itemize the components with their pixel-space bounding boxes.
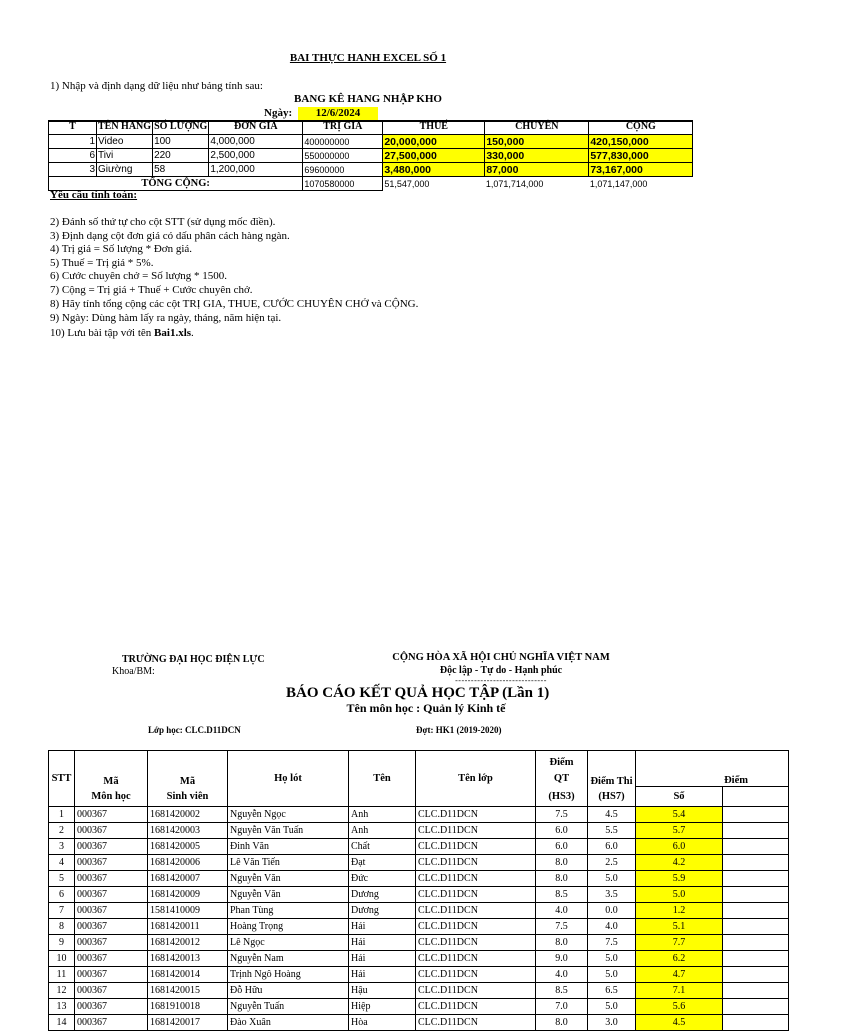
cell-shipping[interactable]: 330,000 — [485, 149, 589, 163]
cell-student-id[interactable]: 1681420013 — [148, 951, 228, 967]
cell-surname[interactable]: Đỗ Hữu — [228, 983, 349, 999]
department-label: Khoa/BM: — [112, 666, 155, 677]
cell-course-code[interactable]: 000367 — [75, 855, 148, 871]
cell-stt[interactable]: 1 — [49, 807, 75, 823]
cell-course-code[interactable]: 000367 — [75, 919, 148, 935]
table-row — [49, 935, 789, 951]
header-given-name[interactable]: Tên — [349, 751, 416, 807]
total-value-cell[interactable]: 1070580000 — [303, 177, 383, 191]
cell-surname[interactable]: Nguyễn Nam — [228, 951, 349, 967]
table-row — [49, 999, 789, 1015]
cell-class-name[interactable]: CLC.D11DCN — [416, 967, 536, 983]
cell-exam-score[interactable]: 5.5 — [588, 823, 636, 839]
table-row — [49, 983, 789, 999]
cell-given-name[interactable]: Đức — [349, 871, 416, 887]
table-row — [49, 149, 693, 163]
report-title: BÁO CÁO KẾT QUẢ HỌC TẬP (Lần 1) — [286, 685, 550, 701]
cell-course-code[interactable]: 000367 — [75, 935, 148, 951]
cell-process-score[interactable]: 6.0 — [536, 839, 588, 855]
cell-final-score[interactable]: 5.7 — [636, 823, 723, 839]
cell-course-code[interactable]: 000367 — [75, 871, 148, 887]
cell-surname[interactable]: Trịnh Ngô Hoàng — [228, 967, 349, 983]
cell-class-name[interactable]: CLC.D11DCN — [416, 983, 536, 999]
header-unit-price[interactable]: ĐƠN GIÁ — [209, 121, 303, 135]
cell-given-name[interactable]: Hải — [349, 935, 416, 951]
table-row — [49, 919, 789, 935]
cell-given-name[interactable]: Dương — [349, 903, 416, 919]
cell-final-score-extra[interactable] — [723, 983, 789, 999]
header-final-score-top[interactable]: Điểm — [636, 751, 789, 787]
cell-surname[interactable]: Nguyễn Ngọc — [228, 807, 349, 823]
cell-course-code[interactable]: 000367 — [75, 887, 148, 903]
header-surname[interactable]: Họ lót — [228, 751, 349, 807]
total-tax-cell[interactable]: 51,547,000 — [384, 178, 430, 189]
cell-stt[interactable]: 3 — [49, 163, 97, 177]
cell-stt[interactable]: 6 — [49, 149, 97, 163]
cell-surname[interactable]: Nguyễn Văn — [228, 887, 349, 903]
sheet1-intro: 1) Nhập và định dạng dữ liệu như bảng tính sau: — [50, 80, 263, 92]
header-total[interactable]: CỘNG — [589, 121, 693, 135]
cell-given-name[interactable]: Hải — [349, 951, 416, 967]
cell-exam-score[interactable]: 7.5 — [588, 935, 636, 951]
cell-final-score[interactable]: 7.1 — [636, 983, 723, 999]
cell-exam-score[interactable]: 6.5 — [588, 983, 636, 999]
cell-course-code[interactable]: 000367 — [75, 823, 148, 839]
table-row — [49, 951, 789, 967]
cell-stt[interactable]: 4 — [49, 855, 75, 871]
header-process-score-bottom[interactable]: (HS3) — [536, 787, 588, 807]
header-final-score-number[interactable]: Số — [636, 787, 723, 807]
cell-given-name[interactable]: Hiệp — [349, 999, 416, 1015]
cell-final-score-extra[interactable] — [723, 999, 789, 1015]
header-course-code-top[interactable]: Mã — [75, 751, 148, 787]
totals-label[interactable]: TỔNG CỘNG: — [49, 177, 303, 191]
cell-final-score-extra[interactable] — [723, 967, 789, 983]
cell-process-score[interactable]: 4.0 — [536, 903, 588, 919]
header-stt[interactable]: T — [49, 121, 97, 135]
cell-class-name[interactable]: CLC.D11DCN — [416, 823, 536, 839]
cell-course-code[interactable]: 000367 — [75, 903, 148, 919]
requirement-item: 9) Ngày: Dùng hàm lấy ra ngày, tháng, năm hiện tại. — [50, 312, 282, 324]
cell-exam-score[interactable]: 2.5 — [588, 855, 636, 871]
cell-process-score[interactable]: 8.0 — [536, 1015, 588, 1031]
table-row — [49, 1015, 789, 1031]
cell-shipping[interactable]: 150,000 — [485, 135, 589, 149]
header-quantity[interactable]: SỐ LƯỢNG — [153, 121, 209, 135]
cell-exam-score[interactable]: 4.5 — [588, 807, 636, 823]
cell-stt[interactable]: 12 — [49, 983, 75, 999]
date-value-cell[interactable]: 12/6/2024 — [298, 107, 378, 120]
table-row — [49, 903, 789, 919]
cell-value[interactable]: 550000000 — [303, 149, 383, 163]
total-shipping-cell[interactable]: 1,071,714,000 — [485, 178, 544, 189]
cell-final-score[interactable]: 5.1 — [636, 919, 723, 935]
cell-given-name[interactable]: Hải — [349, 967, 416, 983]
cell-final-score[interactable]: 7.7 — [636, 935, 723, 951]
cell-final-score-extra[interactable] — [723, 839, 789, 855]
cell-final-score[interactable]: 4.5 — [636, 1015, 723, 1031]
cell-final-score-extra[interactable] — [723, 807, 789, 823]
cell-given-name[interactable]: Hải — [349, 919, 416, 935]
cell-quantity[interactable]: 220 — [153, 149, 209, 163]
cell-surname[interactable]: Lê Văn Tiến — [228, 855, 349, 871]
cell-final-score-extra[interactable] — [723, 871, 789, 887]
cell-class-name[interactable]: CLC.D11DCN — [416, 871, 536, 887]
cell-final-score-extra[interactable] — [723, 935, 789, 951]
term-label: Đợt: HK1 (2019-2020) — [416, 725, 502, 735]
cell-quantity[interactable]: 58 — [153, 163, 209, 177]
cell-stt[interactable]: 2 — [49, 823, 75, 839]
cell-stt[interactable]: 11 — [49, 967, 75, 983]
requirement-item: 7) Cộng = Trị giá + Thuế + Cước chuyên chở. — [50, 284, 253, 296]
inventory-table-title: BANG KÊ HANG NHẬP KHO — [294, 93, 442, 105]
requirement-save-prefix: 10) Lưu bài tập với tên — [50, 327, 155, 339]
requirement-item: 3) Định dạng cột đơn giá có dấu phân cách hàng ngàn. — [50, 230, 290, 242]
cell-final-score[interactable]: 6.0 — [636, 839, 723, 855]
cell-tax[interactable]: 3,480,000 — [383, 163, 485, 177]
cell-final-score[interactable]: 5.9 — [636, 871, 723, 887]
cell-final-score-extra[interactable] — [723, 919, 789, 935]
country-name: CỘNG HÒA XÃ HỘI CHỦ NGHĨA VIỆT NAM — [392, 652, 610, 663]
table-row — [49, 855, 789, 871]
header-class-name[interactable]: Tên lớp — [416, 751, 536, 807]
header-process-score-line2: QT — [553, 772, 570, 784]
cell-process-score[interactable]: 7.5 — [536, 807, 588, 823]
table-row — [49, 887, 789, 903]
cell-stt[interactable]: 3 — [49, 839, 75, 855]
cell-student-id[interactable]: 1681420011 — [148, 919, 228, 935]
cell-stt[interactable]: 14 — [49, 1015, 75, 1031]
cell-course-code[interactable]: 000367 — [75, 1015, 148, 1031]
table-row — [49, 967, 789, 983]
cell-student-id[interactable]: 1681420009 — [148, 887, 228, 903]
cell-surname[interactable]: Hoàng Trọng — [228, 919, 349, 935]
cell-exam-score[interactable]: 5.0 — [588, 951, 636, 967]
cell-stt[interactable]: 7 — [49, 903, 75, 919]
table-row — [49, 823, 789, 839]
cell-course-code[interactable]: 000367 — [75, 967, 148, 983]
inventory-table — [48, 120, 693, 191]
cell-final-score[interactable]: 6.2 — [636, 951, 723, 967]
cell-exam-score[interactable]: 4.0 — [588, 919, 636, 935]
cell-final-score[interactable]: 5.6 — [636, 999, 723, 1015]
cell-surname[interactable]: Nguyễn Tuấn — [228, 999, 349, 1015]
cell-student-id[interactable]: 1681420006 — [148, 855, 228, 871]
header-final-score-extra[interactable] — [723, 787, 789, 807]
cell-surname[interactable]: Đinh Văn — [228, 839, 349, 855]
cell-given-name[interactable]: Hòa — [349, 1015, 416, 1031]
header-shipping[interactable]: CHUYÊN — [485, 121, 589, 135]
cell-final-score[interactable]: 5.4 — [636, 807, 723, 823]
header-stt[interactable]: STT — [49, 751, 75, 807]
cell-item-name[interactable]: Video — [97, 135, 153, 149]
requirement-save-filename: Bai1.xls — [154, 327, 192, 339]
cell-tax[interactable]: 20,000,000 — [383, 135, 485, 149]
cell-course-code[interactable]: 000367 — [75, 983, 148, 999]
school-name: TRƯỜNG ĐẠI HỌC ĐIỆN LỰC — [122, 654, 265, 665]
header-student-id-top[interactable]: Mã — [148, 751, 228, 787]
cell-course-code[interactable]: 000367 — [75, 839, 148, 855]
cell-final-score-extra[interactable] — [723, 1015, 789, 1031]
cell-item-name[interactable]: Giường — [97, 163, 153, 177]
cell-student-id[interactable]: 1681420012 — [148, 935, 228, 951]
cell-stt[interactable]: 6 — [49, 887, 75, 903]
cell-class-name[interactable]: CLC.D11DCN — [416, 887, 536, 903]
cell-value[interactable]: 400000000 — [303, 135, 383, 149]
cell-stt[interactable]: 13 — [49, 999, 75, 1015]
cell-exam-score[interactable]: 5.0 — [588, 871, 636, 887]
cell-stt[interactable]: 5 — [49, 871, 75, 887]
cell-process-score[interactable]: 8.0 — [536, 935, 588, 951]
grades-body — [49, 807, 789, 1031]
table-row — [49, 839, 789, 855]
grades-table — [48, 750, 789, 1031]
cell-exam-score[interactable]: 5.0 — [588, 967, 636, 983]
cell-stt[interactable]: 10 — [49, 951, 75, 967]
cell-student-id[interactable]: 1681420015 — [148, 983, 228, 999]
requirement-item: 6) Cước chuyên chở = Số lượng * 1500. — [50, 270, 228, 282]
cell-course-code[interactable]: 000367 — [75, 951, 148, 967]
inventory-header-row — [49, 121, 693, 135]
cell-final-score-extra[interactable] — [723, 823, 789, 839]
header-item-name[interactable]: TÊN HÀNG — [97, 121, 153, 135]
cell-final-score[interactable]: 1.2 — [636, 903, 723, 919]
cell-unit-price[interactable]: 4,000,000 — [209, 135, 303, 149]
cell-value[interactable]: 69600000 — [303, 163, 383, 177]
cell-quantity[interactable]: 100 — [153, 135, 209, 149]
cell-student-id[interactable]: 1681420005 — [148, 839, 228, 855]
header-student-id-bottom[interactable]: Sinh viên — [148, 787, 228, 807]
cell-class-name[interactable]: CLC.D11DCN — [416, 919, 536, 935]
cell-class-name[interactable]: CLC.D11DCN — [416, 807, 536, 823]
cell-process-score[interactable]: 8.0 — [536, 855, 588, 871]
header-course-code-bottom[interactable]: Môn học — [75, 787, 148, 807]
requirement-item: 2) Đánh số thứ tự cho cột STT (sử dụng mốc điền). — [50, 216, 276, 228]
motto-underline: ----------------------------- — [455, 676, 547, 685]
cell-process-score[interactable]: 8.0 — [536, 871, 588, 887]
cell-unit-price[interactable]: 1,200,000 — [209, 163, 303, 177]
totals-row — [49, 177, 693, 191]
header-process-score-top[interactable] — [536, 751, 588, 787]
cell-exam-score[interactable]: 3.0 — [588, 1015, 636, 1031]
cell-student-id[interactable]: 1681420003 — [148, 823, 228, 839]
cell-surname[interactable]: Nguyễn Văn Tuấn — [228, 823, 349, 839]
cell-surname[interactable]: Phan Tùng — [228, 903, 349, 919]
header-value[interactable]: TRỊ GIÁ — [303, 121, 383, 135]
cell-process-score[interactable]: 9.0 — [536, 951, 588, 967]
cell-shipping[interactable]: 87,000 — [485, 163, 589, 177]
cell-exam-score[interactable]: 0.0 — [588, 903, 636, 919]
cell-final-score-extra[interactable] — [723, 903, 789, 919]
cell-unit-price[interactable]: 2,500,000 — [209, 149, 303, 163]
cell-process-score[interactable]: 6.0 — [536, 823, 588, 839]
cell-final-score[interactable]: 4.7 — [636, 967, 723, 983]
cell-class-name[interactable]: CLC.D11DCN — [416, 903, 536, 919]
cell-stt[interactable]: 1 — [49, 135, 97, 149]
cell-total[interactable]: 577,830,000 — [589, 149, 693, 163]
cell-exam-score[interactable]: 6.0 — [588, 839, 636, 855]
cell-class-name[interactable]: CLC.D11DCN — [416, 935, 536, 951]
requirement-item: 5) Thuế = Trị giá * 5%. — [50, 257, 154, 269]
cell-process-score[interactable]: 8.5 — [536, 887, 588, 903]
cell-given-name[interactable]: Chất — [349, 839, 416, 855]
cell-student-id[interactable]: 1681420017 — [148, 1015, 228, 1031]
requirements-heading: Yêu cầu tính toán: — [50, 189, 138, 201]
total-sum-cell[interactable]: 1,071,147,000 — [589, 178, 648, 189]
cell-process-score[interactable]: 7.0 — [536, 999, 588, 1015]
cell-given-name[interactable]: Hậu — [349, 983, 416, 999]
cell-process-score[interactable]: 4.0 — [536, 967, 588, 983]
header-exam-score-top[interactable]: Điểm Thi — [588, 751, 636, 787]
table-row — [49, 807, 789, 823]
cell-item-name[interactable]: Tivi — [97, 149, 153, 163]
cell-stt[interactable]: 8 — [49, 919, 75, 935]
cell-surname[interactable]: Đào Xuân — [228, 1015, 349, 1031]
cell-class-name[interactable]: CLC.D11DCN — [416, 951, 536, 967]
table-row — [49, 871, 789, 887]
table-row — [49, 135, 693, 149]
cell-final-score-extra[interactable] — [723, 887, 789, 903]
grades-header-row-top — [49, 751, 789, 787]
cell-given-name[interactable]: Đạt — [349, 855, 416, 871]
grades-table-viewport[interactable] — [48, 750, 749, 1028]
cell-exam-score[interactable]: 3.5 — [588, 887, 636, 903]
cell-final-score[interactable]: 5.0 — [636, 887, 723, 903]
national-motto: Độc lập - Tự do - Hạnh phúc — [439, 665, 563, 676]
cell-class-name[interactable]: CLC.D11DCN — [416, 855, 536, 871]
date-label: Ngày: — [264, 107, 293, 119]
header-tax[interactable]: THUẾ — [383, 121, 485, 135]
cell-stt[interactable]: 9 — [49, 935, 75, 951]
cell-process-score[interactable]: 8.5 — [536, 983, 588, 999]
class-label: Lớp học: CLC.D11DCN — [148, 725, 241, 735]
cell-final-score-extra[interactable] — [723, 951, 789, 967]
cell-student-id[interactable]: 1681420007 — [148, 871, 228, 887]
requirement-save-suffix: . — [191, 327, 194, 339]
cell-total[interactable]: 420,150,000 — [589, 135, 693, 149]
cell-course-code[interactable]: 000367 — [75, 999, 148, 1015]
cell-total[interactable]: 73,167,000 — [589, 163, 693, 177]
cell-student-id[interactable]: 1681910018 — [148, 999, 228, 1015]
cell-given-name[interactable]: Dương — [349, 887, 416, 903]
cell-student-id[interactable]: 1681420002 — [148, 807, 228, 823]
cell-student-id[interactable]: 1581410009 — [148, 903, 228, 919]
cell-class-name[interactable]: CLC.D11DCN — [416, 999, 536, 1015]
cell-exam-score[interactable]: 5.0 — [588, 999, 636, 1015]
subject-name: Tên môn học : Quản lý Kinh tế — [346, 701, 506, 715]
cell-process-score[interactable]: 7.5 — [536, 919, 588, 935]
requirement-item: 4) Trị giá = Số lượng * Đơn giá. — [50, 243, 193, 255]
cell-given-name[interactable]: Anh — [349, 823, 416, 839]
cell-surname[interactable]: Lê Ngọc — [228, 935, 349, 951]
cell-final-score-extra[interactable] — [723, 855, 789, 871]
requirement-item-save — [50, 327, 194, 339]
header-process-score-line1: Điểm — [549, 756, 574, 768]
cell-surname[interactable]: Nguyễn Văn — [228, 871, 349, 887]
table-row — [49, 163, 693, 177]
cell-class-name[interactable]: CLC.D11DCN — [416, 839, 536, 855]
cell-student-id[interactable]: 1681420014 — [148, 967, 228, 983]
requirement-item: 8) Hãy tính tổng cộng các cột TRỊ GIA, THUE, CƯỚC CHUYÊN CHỞ và CỘNG. — [50, 298, 419, 310]
header-exam-score-bottom[interactable]: (HS7) — [588, 787, 636, 807]
cell-final-score[interactable]: 4.2 — [636, 855, 723, 871]
cell-tax[interactable]: 27,500,000 — [383, 149, 485, 163]
sheet1-title: BAI THỰC HANH EXCEL SỐ 1 — [289, 52, 447, 64]
cell-course-code[interactable]: 000367 — [75, 807, 148, 823]
cell-class-name[interactable]: CLC.D11DCN — [416, 1015, 536, 1031]
cell-given-name[interactable]: Anh — [349, 807, 416, 823]
